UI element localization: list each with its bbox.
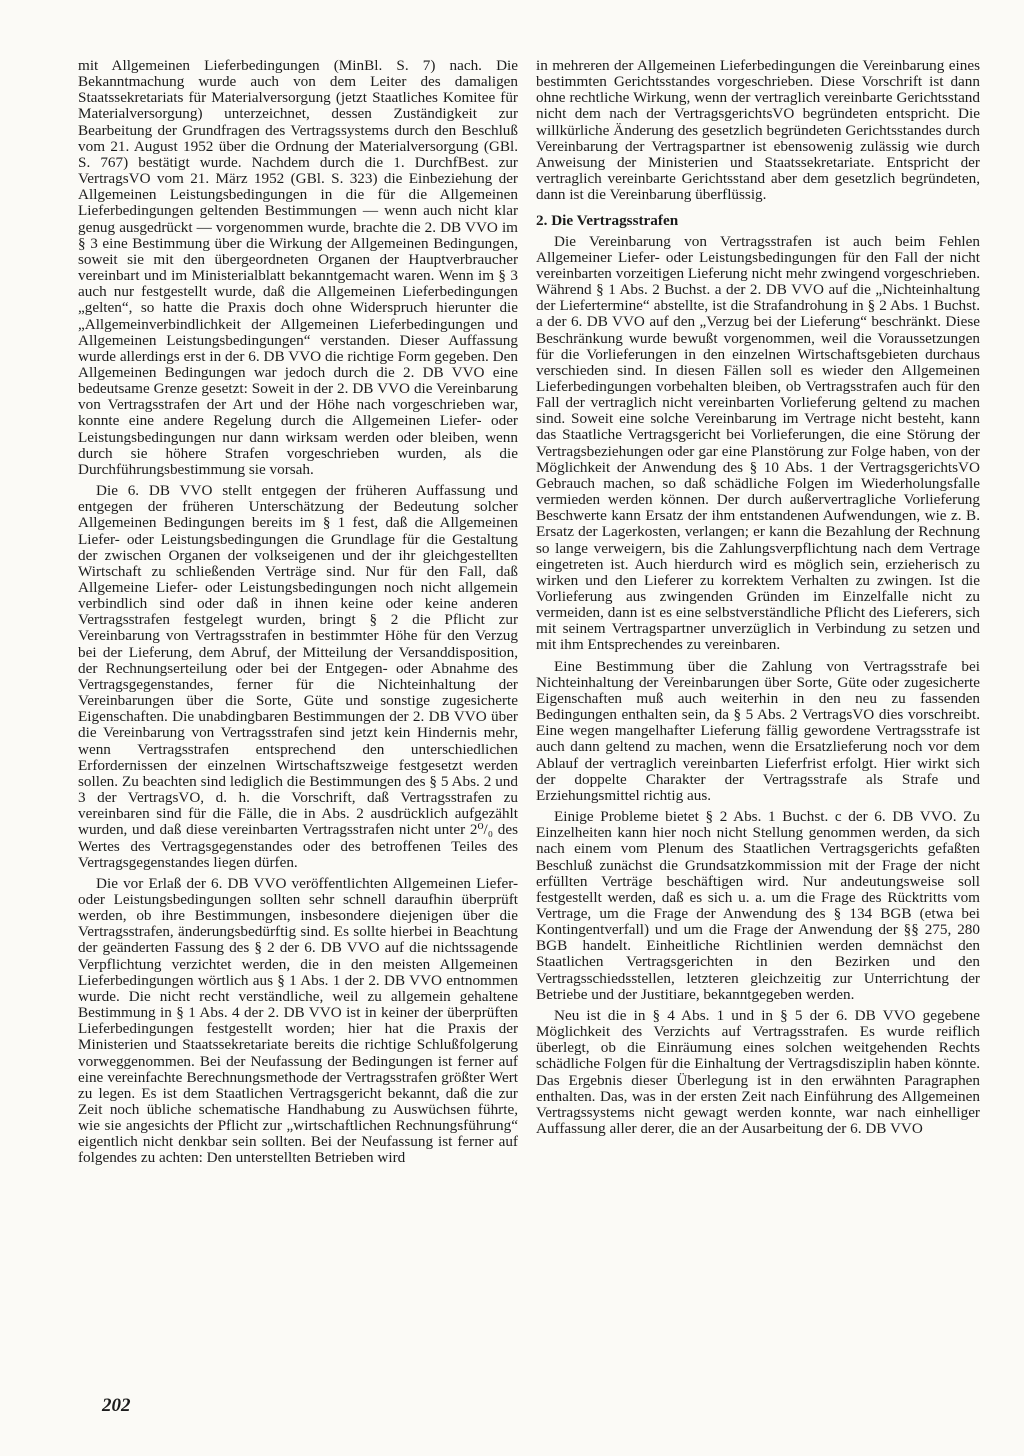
section-heading: 2. Die Vertragsstrafen xyxy=(536,212,679,230)
right-column xyxy=(536,58,980,1142)
paragraph: Neu ist die in § 4 Abs. 1 und in § 5 der 6. DB VVO gegebene Möglichkeit des Verzichts auf Vertragsstrafen. Es wurde reiflich überlegt, ob die Einräumung eines solchen weitgehenden Rechts schädliche Folgen für die Einhaltung der Vertragsdisziplin haben könnte. Das Ergebnis dieser Überlegung ist in den erwähnten Paragraphen enthalten. Das, was in der ersten Zeit nach Einführung des Allgemeinen Vertragssystems nicht gewagt werden konnte, war nach einhelliger Auffassung aller derer, die an der Ausarbeitung der 6. DB VVO xyxy=(536,1006,980,1137)
page-number: 202 xyxy=(102,1395,131,1416)
paragraph: Die Vereinbarung von Vertragsstrafen ist auch beim Fehlen Allgemeiner Liefer- oder Leistungsbedingungen für den Fall der nicht vereinbarten vorzeitigen Lieferung nicht mehr zwingend vorgeschrieben. Während § 1 Abs. 2 Buchst. a der 2. DB VVO auf die „Nichteinhaltung der Liefertermine“ abstellte, ist die Strafandrohung in § 2 Abs. 1 Buchst. a der 6. DB VVO auf den „Verzug bei der Lieferung“ beschränkt. Diese Beschränkung wurde bewußt vorgenommen, weil die Voraussetzungen für die Vorlieferungen in den einzelnen Wirtschaftsgebieten durchaus verschieden sind. In diesen Fällen soll es wieder den Allgemeinen Lieferbedingungen vorbehalten bleiben, ob Vertragsstrafen auch für den Fall der vertraglich nicht vereinbarten Vorlieferung geltend zu machen sind. Soweit eine solche Vereinbarung im Vertrage nicht besteht, kann das Staatliche Vertragsgericht bei Vorlieferungen, die eine Störung der Vertragsbeziehungen oder gar eine Planstörung zur Folge haben, von der Möglichkeit der Anwendung des § 10 Abs. 1 der VertragsgerichtsVO Gebrauch machen, so daß schädliche Folgen im Wiederholungsfalle vermieden werden können. Der durch außervertragliche Vorlieferung Beschwerte kann Ersatz der ihm entstandenen Aufwendungen, wie z. B. Ersatz der Lagerkosten, verlangen; er kann die Bezahlung der Rechnung so lange verweigern, bis die Zahlungsverpflichtung nach dem Vertrage eingetreten ist. Auch hierdurch wird es möglich sein, erzieherisch zu wirken und den Lieferer zu korrektem Verhalten zu zwingen. Ist die Vorlieferung aus zwingenden Gründen im Einzelfalle nicht zu vermeiden, dann ist es eine selbstverständliche Pflicht des Lieferers, sich mit seinem Vertragspartner unverzüglich in Verbindung zu setzen und mit ihm Entsprechendes zu vereinbaren. xyxy=(536,232,980,654)
paragraph: Die vor Erlaß der 6. DB VVO veröffentlichten Allgemeinen Liefer- oder Leistungsbedingungen sollten sehr schnell daraufhin überprüft werden, ob ihre Bestimmungen, insbesondere diejenigen über die Vertragsstrafen, änderungsbedürftig sind. Es sollte hierbei in Beachtung der geänderten Fassung des § 2 der 6. DB VVO auf die nichtssagende Verpflichtung verzichtet werden, die in den meisten Allgemeinen Lieferbedingungen wörtlich aus § 1 Abs. 1 der 2. DB VVO entnommen wurde. Die nicht recht verständliche, weil zu allgemein gehaltene Bestimmung in § 1 Abs. 4 der 2. DB VVO ist in keiner der überprüften Lieferbedingungen festgestellt worden; hier hat die Praxis der Ministerien und Staatssekretariate bereits die richtige Schlußfolgerung vorweggenommen. Bei der Neufassung der Bedingungen ist ferner auf eine vereinfachte Berechnungsmethode der Vertragsstrafen größter Wert zu legen. Es ist dem Staatlichen Vertragsgericht bekannt, daß die zur Zeit noch übliche schematische Handhabung zu Auswüchsen führte, wie sie angesichts der Pflicht zur „wirtschaftlichen Rechnungsführung“ eigentlich nicht denkbar sein sollten. Bei der Neufassung ist ferner auf folgendes zu achten: Den unterstellten Betrieben wird xyxy=(78,874,518,1167)
left-column xyxy=(78,58,518,1172)
paragraph: in mehreren der Allgemeinen Lieferbedingungen die Vereinbarung eines bestimmten Gerichtsstandes vorgeschrieben. Diese Vorschrift ist dann ohne rechtliche Wirkung, wenn der vertraglich vereinbarte Gerichtsstand nicht dem nach der VertragsgerichtsVO begründeten entspricht. Die willkürliche Änderung des gesetzlich begründeten Gerichtsstandes durch Vereinbarung der Vertragspartner ist ebensowenig zulässig wie durch Anweisung der Ministerien und Staatssekretariate. Entspricht der vertraglich vereinbarte Gerichtsstand aber dem gesetzlich begründeten, dann ist die Vereinbarung überflüssig. xyxy=(536,57,980,204)
paragraph: Die 6. DB VVO stellt entgegen der früheren Auffassung und entgegen der früheren Unterschätzung der Bedeutung solcher Allgemeinen Bedingungen bereits im § 1 fest, daß die Allgemeinen Liefer- oder Leistungsbedingungen die Grundlage für die Gestaltung der zwischen Organen der volkseigenen und der ihr gleichgestellten Wirtschaft zu schließenden Verträge sind. Nur für den Fall, daß Allgemeine Liefer- oder Leistungsbedingungen noch nicht allgemein verbindlich sind oder daß in ihnen keine oder keine anderen Vertragsstrafen festgelegt wurden, bringt § 2 die Pflicht zur Vereinbarung von Vertragsstrafen in bestimmter Höhe für den Verzug bei der Lieferung, dem Abruf, der Mitteilung der Versanddisposition, der Rechnungserteilung oder bei der Entgegen- oder Abnahme des Vertragsgegenstandes, ferner für die Nichteinhaltung der Vereinbarungen über die Sorte, Güte und sonstige zugesicherte Eigenschaften. Die unabdingbaren Bestimmungen der 2. DB VVO über die Vereinbarung von Vertragsstrafen sind jetzt kein Hindernis mehr, wenn Vertragsstrafen entsprechend den unterschiedlichen Erfordernissen der einzelnen Wirtschaftszweige festgesetzt werden sollen. Zu beachten sind lediglich die Bestimmungen des § 5 Abs. 2 und 3 der VertragsVO, d. h. die Vorschrift, daß Vertragsstrafen zu vereinbaren sind für die Fälle, die in Abs. 2 ausdrücklich aufgezählt wurden, und daß diese vereinbarten Vertragsstrafen nicht unter 2⁰/₀ des Wertes des Vertragsgegenstandes oder des betroffenen Teiles des Vertragsgegenstandes liegen dürfen. xyxy=(78,482,518,871)
paragraph: Eine Bestimmung über die Zahlung von Vertragsstrafe bei Nichteinhaltung der Vereinbarungen über Sorte, Güte oder zugesicherte Eigenschaften muß auch weiterhin in den neu zu fassenden Bedingungen enthalten sein, da § 5 Abs. 2 VertragsVO dies vorschreibt. Eine wegen mangelhafter Lieferung fällig gewordene Vertragsstrafe ist auch dann geltend zu machen, wenn die Ersatzlieferung noch vor dem Ablauf der vertraglich vereinbarten Lieferfrist erfolgt. Hier wirkt sich der doppelte Charakter der Vertragsstrafe als Strafe und Erziehungsmittel richtig aus. xyxy=(536,657,980,804)
paragraph: mit Allgemeinen Lieferbedingungen (MinBl. S. 7) nach. Die Bekanntmachung wurde auch von dem Leiter des damaligen Staatssekretariats für Materialversorgung (jetzt Staatliches Komitee für Materialversorgung) unterzeichnet, dessen Zuständigkeit zur Bearbeitung der Grundfragen des Vertragssystems durch den Beschluß vom 21. August 1952 über die Ordnung der Materialversorgung (GBl. S. 767) bestätigt wurde. Nachdem durch die 1. DurchfBest. zur VertragsVO vom 21. März 1952 (GBl. S. 323) die Einbeziehung der Allgemeinen Leistungsbedingungen in die für die Allgemeinen Lieferbedingungen geltenden Bestimmungen — wenn auch nicht klar genug ausgedrückt — vorgenommen wurde, brachte die 2. DB VVO im § 3 eine Bestimmung über die Wirkung der Allgemeinen Bedingungen, soweit sie mit den übergeordneten Organen der Hauptverbraucher vereinbart und im Ministerialblatt bekanntgemacht waren. Wenn im § 3 auch nur festgestellt wurde, daß die Allgemeinen Lieferbedingungen „gelten“, so hatte die Praxis doch ohne Widerspruch hierunter die „Allgemeinverbindlichkeit der Allgemeinen Lieferbedingungen und Allgemeinen Leistungsbedingungen“ verstanden. Dieser Auffassung wurde allerdings erst in der 6. DB VVO die richtige Form gegeben. Den Allgemeinen Bedingungen war jedoch durch die 2. DB VVO eine bedeutsame Grenze gesetzt: Soweit in der 2. DB VVO die Vereinbarung von Vertragsstrafen der Art und der Höhe nach vorgeschrieben war, konnte eine andere Regelung durch die Allgemeinen Liefer- oder Leistungsbedingungen nur dann wirksam werden oder bleiben, wenn durch sie höhere Strafen vorgeschrieben wurden, als die Durchführungsbestimmung sie vorsah. xyxy=(78,57,518,478)
paragraph: Einige Probleme bietet § 2 Abs. 1 Buchst. c der 6. DB VVO. Zu Einzelheiten kann hier noch nicht Stellung genommen werden, da sich nach einem vom Plenum des Staatlichen Vertragsgerichts gefaßten Beschluß zunächst die Grundsatzkommission mit der Frage der nicht erfüllten Verträge beschäftigen wird. Nur andeutungsweise soll festgestellt werden, daß es sich u. a. um die Frage des Rücktritts vom Vertrage, um die Frage der Anwendung des § 134 BGB (etwa bei Kontingentverfall) und um die Frage der Anwendung der §§ 275, 280 BGB handelt. Einheitliche Richtlinien werden demnächst den Staatlichen Vertragsgerichten in den Bezirken und den Vertragsschiedsstellen, letzteren gleichzeitig zur Unterrichtung der Betriebe und der Justitiare, bekanntgegeben werden. xyxy=(536,808,980,1003)
